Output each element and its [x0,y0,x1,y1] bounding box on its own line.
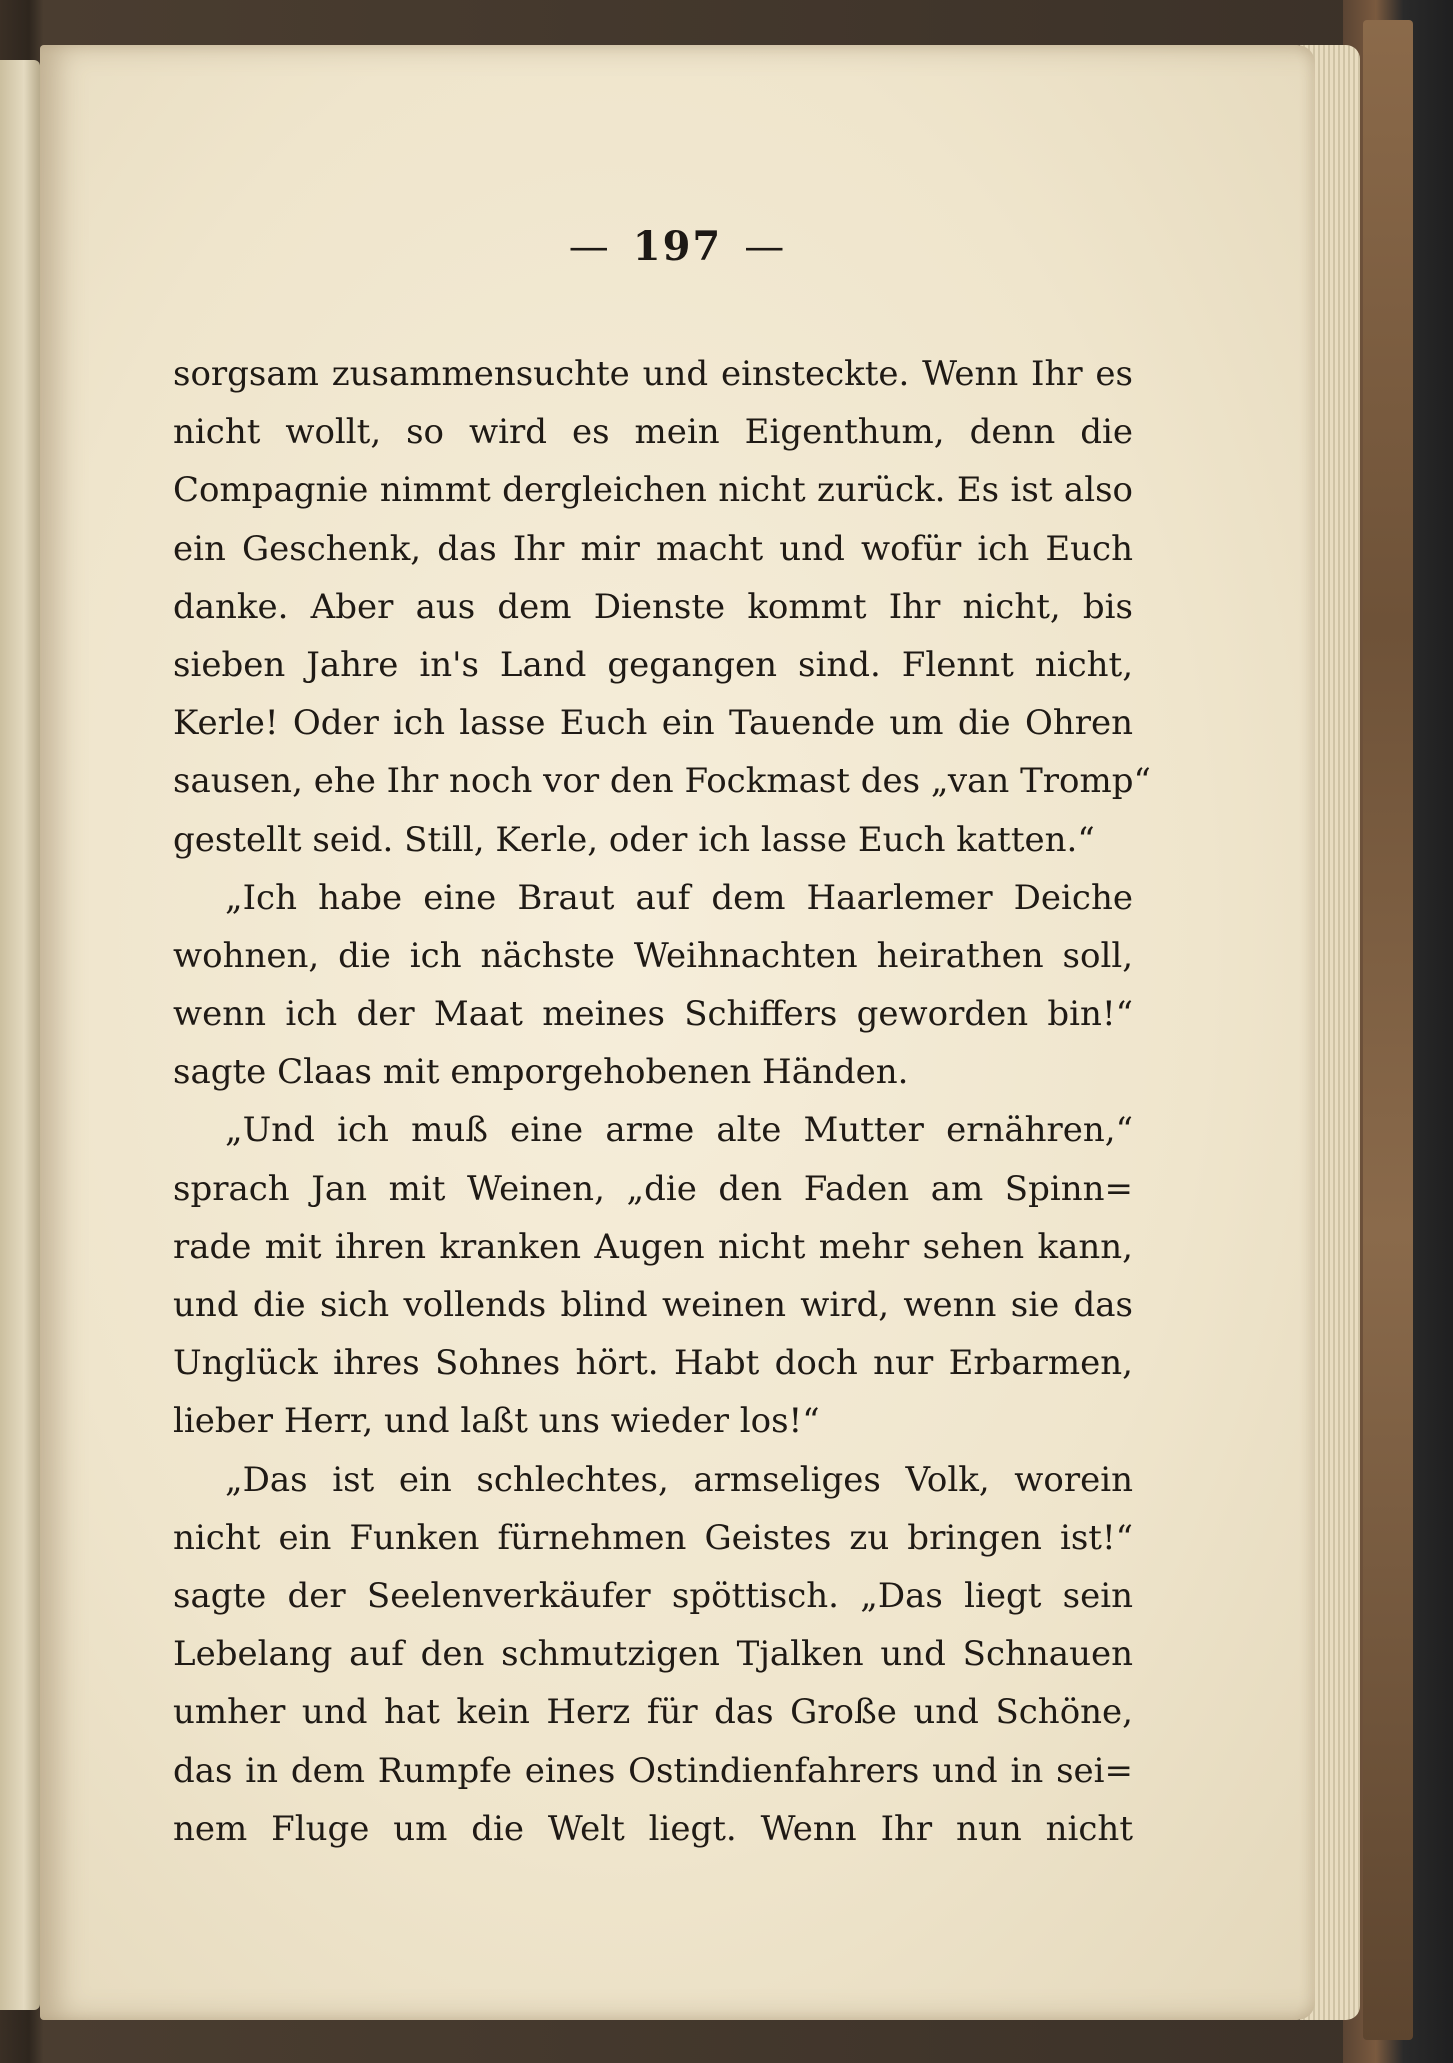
text-line: sprach Jan mit Weinen, „die den Faden am Spinn= [173,1168,1133,1209]
text-line: Compagnie nimmt dergleichen nicht zurück. Es ist also [173,470,1133,511]
text-line: und die sich vollends blind weinen wird, wenn sie das [173,1285,1133,1325]
page-header [40,223,1315,270]
page-body [173,345,1151,1858]
text-line: lieber Herr, und laßt uns wieder los!“ [173,1401,820,1442]
book-page [40,45,1315,2020]
left-page-edge [0,60,40,2010]
text-line: „Das ist ein schlechtes, armseliges Volk, worein [225,1459,1133,1500]
text-line: nicht ein Funken fürnehmen Geistes zu bringen ist!“ [173,1517,1133,1558]
text-line: gestellt seid. Still, Kerle, oder ich lasse Euch katten.“ [173,819,1095,860]
text-line: Kerle! Oder ich lasse Euch ein Tauende um die Ohren [173,703,1133,744]
text-line: sorgsam zusammensuchte und einsteckte. Wenn Ihr es [173,354,1133,394]
text-line: sieben Jahre in's Land gegangen sind. Flennt nicht, [173,644,1133,685]
text-line: das in dem Rumpfe eines Ostindienfahrers und in sei= [173,1750,1133,1791]
text-line: danke. Aber aus dem Dienste kommt Ihr nicht, bis [173,586,1133,627]
header-dash-left: — [568,224,611,270]
text-line: wohnen, die ich nächste Weihnachten heirathen soll, [173,935,1133,976]
page-number: 197 [632,223,723,270]
text-line: sagte der Seelenverkäufer spöttisch. „Das liegt sein [173,1575,1133,1616]
text-line: nem Fluge um die Welt liegt. Wenn Ihr nun nicht [173,1808,1133,1849]
text-line: sausen, ehe Ihr noch vor den Fockmast des „van Tromp“ [173,761,1151,802]
text-line: sagte Claas mit emporgehobenen Händen. [173,1052,909,1093]
text-line: rade mit ihren kranken Augen nicht mehr sehen kann, [173,1226,1133,1267]
text-line: „Ich habe eine Braut auf dem Haarlemer Deiche [225,877,1133,918]
header-dash-right: — [744,224,787,270]
text-line: „Und ich muß eine arme alte Mutter ernähren,“ [225,1110,1133,1151]
text-line: nicht wollt, so wird es mein Eigenthum, denn die [173,412,1133,453]
text-line: wenn ich der Maat meines Schiffers geworden bin!“ [173,994,1133,1035]
text-line: Unglück ihres Sohnes hört. Habt doch nur Erbarmen, [173,1343,1133,1384]
leather-spine [1363,20,1413,2040]
text-line: umher und hat kein Herz für das Große und Schöne, [173,1692,1133,1733]
text-line: Lebelang auf den schmutzigen Tjalken und Schnauen [173,1634,1133,1675]
text-line: ein Geschenk, das Ihr mir macht und wofür ich Euch [173,528,1133,569]
